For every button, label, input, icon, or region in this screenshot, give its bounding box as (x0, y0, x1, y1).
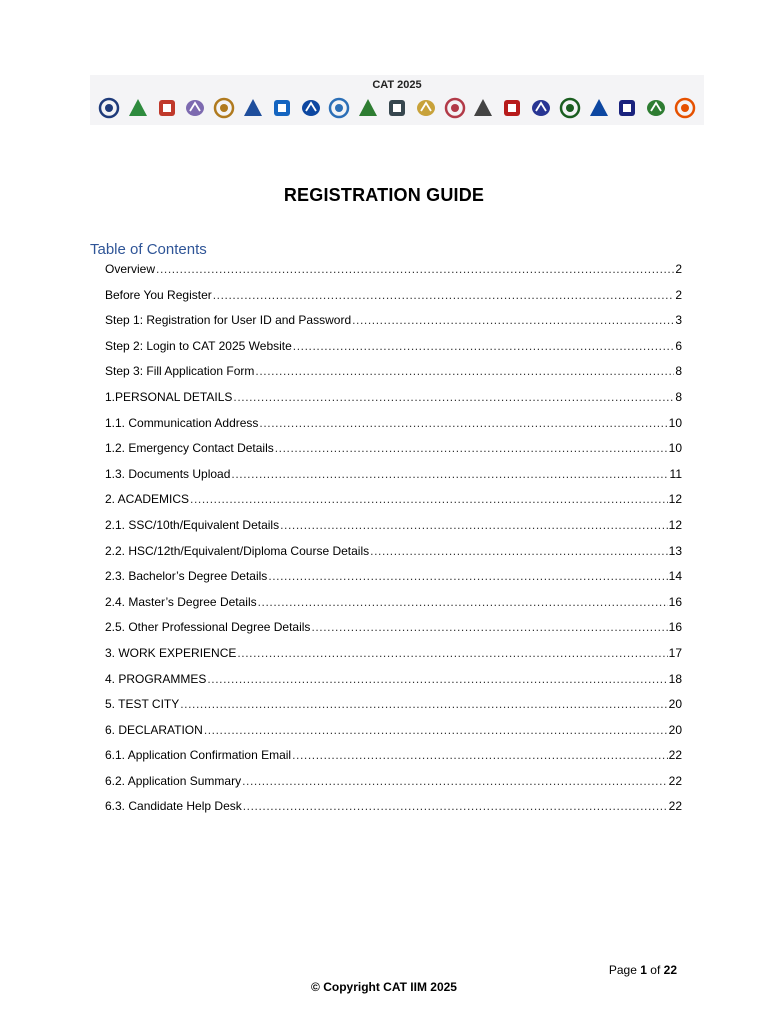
iim-shillong-logo (559, 97, 581, 119)
toc-entry-page: 17 (668, 645, 682, 660)
toc-entry-title: 1.1. Communication Address (105, 415, 259, 430)
toc-dot-leader (156, 262, 674, 276)
toc-entry[interactable] (105, 288, 682, 314)
toc-entry-page: 22 (668, 748, 682, 763)
toc-entry-page: 22 (668, 799, 682, 814)
toc-dot-leader (370, 544, 668, 558)
toc-entry-title: 1.2. Emergency Contact Details (105, 441, 274, 456)
toc-entry-title: 6.1. Application Confirmation Email (105, 748, 292, 763)
toc-entry[interactable] (105, 723, 682, 749)
toc-dot-leader (180, 697, 667, 711)
iim-sambalpur-logo (530, 97, 552, 119)
toc-dot-leader (237, 646, 667, 660)
toc-entry-title: 3. WORK EXPERIENCE (105, 645, 237, 660)
toc-entry-title: 5. TEST CITY (105, 697, 180, 712)
page-total: 22 (663, 963, 677, 977)
toc-entry-page: 2 (675, 287, 682, 302)
toc-entry[interactable] (105, 569, 682, 595)
toc-entry[interactable] (105, 748, 682, 774)
toc-entry-title: 2. ACADEMICS (105, 492, 190, 507)
toc-entry[interactable] (105, 595, 682, 621)
toc-entry-title: Overview (105, 262, 156, 276)
banner-title: CAT 2025 (372, 79, 422, 91)
toc-entry[interactable] (105, 646, 682, 672)
iim-bangalore-logo (156, 97, 178, 119)
toc-dot-leader (258, 595, 668, 609)
toc-entry-title: Step 3: Fill Application Form (105, 364, 255, 379)
toc-entry[interactable] (105, 416, 682, 442)
toc-entry-title: 6.3. Candidate Help Desk (105, 799, 242, 814)
toc-entry[interactable] (105, 262, 682, 288)
toc-entry-page: 16 (668, 594, 682, 609)
toc-dot-leader (207, 672, 667, 686)
page-current: 1 (640, 963, 647, 977)
toc-entry-page: 14 (668, 569, 682, 584)
toc-entry-title: 2.3. Bachelor’s Degree Details (105, 569, 268, 584)
toc-dot-leader (292, 748, 668, 762)
toc-entry[interactable] (105, 518, 682, 544)
toc-dot-leader (275, 441, 668, 455)
institute-logo-row (98, 94, 696, 122)
toc-entry-title: Step 1: Registration for User ID and Password (105, 313, 352, 328)
toc-dot-leader (311, 620, 667, 634)
toc-entry[interactable] (105, 339, 682, 365)
toc-entry-page: 18 (668, 671, 682, 686)
toc-entry-title: 2.1. SSC/10th/Equivalent Details (105, 517, 280, 532)
iim-visakhapatnam-logo (674, 97, 696, 119)
toc-entry-page: 22 (668, 773, 682, 788)
toc-entry-page: 12 (668, 492, 682, 507)
toc-entry-page: 12 (668, 517, 682, 532)
toc-entry-page: 6 (675, 338, 682, 353)
iim-amritsar-logo (127, 97, 149, 119)
toc-entry-page: 8 (675, 364, 682, 379)
toc-entry-page: 20 (668, 722, 682, 737)
header-banner (90, 75, 704, 125)
toc-entry-title: Before You Register (105, 287, 212, 302)
toc-entry-page: 11 (669, 466, 682, 481)
page-number (609, 963, 677, 977)
toc-entry[interactable] (105, 544, 682, 570)
toc-dot-leader (233, 390, 674, 404)
toc-entry-title: 2.5. Other Professional Degree Details (105, 620, 311, 635)
toc-entry-page: 3 (675, 313, 682, 328)
toc-dot-leader (204, 723, 668, 737)
toc-heading: Table of Contents (90, 241, 207, 258)
toc-entry-title: 6.2. Application Summary (105, 773, 242, 788)
toc-dot-leader (268, 569, 667, 583)
iim-calcutta-logo (213, 97, 235, 119)
iim-ahmedabad-logo (98, 97, 120, 119)
toc-entry-title: 6. DECLARATION (105, 722, 203, 737)
toc-dot-leader (259, 416, 667, 430)
toc-entry-page: 2 (675, 262, 682, 276)
toc-entry-page: 13 (668, 543, 682, 558)
toc-dot-leader (293, 339, 675, 353)
toc-dot-leader (242, 774, 668, 788)
iim-bodh-gaya-logo (184, 97, 206, 119)
toc-dot-leader (255, 364, 674, 378)
iim-lucknow-logo (357, 97, 379, 119)
toc-entry-title: 4. PROGRAMMES (105, 671, 207, 686)
toc-dot-leader (280, 518, 668, 532)
toc-entry[interactable] (105, 492, 682, 518)
toc-entry[interactable] (105, 672, 682, 698)
toc-entry[interactable] (105, 467, 682, 493)
toc-entry-title: 2.2. HSC/12th/Equivalent/Diploma Course Details (105, 543, 370, 558)
toc-entry-page: 20 (668, 697, 682, 712)
toc-dot-leader (243, 799, 668, 813)
iim-raipur-logo (444, 97, 466, 119)
toc-dot-leader (190, 492, 668, 506)
toc-entry[interactable] (105, 799, 682, 825)
iim-nagpur-logo (415, 97, 437, 119)
iim-kozhikode-logo (328, 97, 350, 119)
toc-entry[interactable] (105, 441, 682, 467)
toc-dot-leader (352, 313, 674, 327)
toc-entry-title: 1.3. Documents Upload (105, 466, 231, 481)
toc-entry[interactable] (105, 364, 682, 390)
iim-kashipur-logo (300, 97, 322, 119)
toc-entry[interactable] (105, 620, 682, 646)
table-of-contents (105, 262, 682, 825)
iim-udaipur-logo (645, 97, 667, 119)
toc-dot-leader (231, 467, 668, 481)
page-of: of (650, 963, 661, 977)
iim-indore-logo (242, 97, 264, 119)
iim-jammu-logo (271, 97, 293, 119)
toc-entry[interactable] (105, 313, 682, 339)
page-prefix: Page (608, 963, 637, 977)
toc-entry[interactable] (105, 390, 682, 416)
toc-entry-page: 10 (668, 441, 682, 456)
document-title: REGISTRATION GUIDE (283, 185, 485, 205)
iim-rohtak-logo (501, 97, 523, 119)
toc-entry-title: 2.4. Master’s Degree Details (105, 594, 257, 609)
toc-entry-page: 10 (668, 415, 682, 430)
toc-entry[interactable] (105, 697, 682, 723)
toc-entry-title: Step 2: Login to CAT 2025 Website (105, 338, 292, 353)
toc-dot-leader (213, 288, 675, 302)
toc-entry-page: 8 (675, 389, 682, 404)
iim-mumbai-logo (386, 97, 408, 119)
iim-sirmaur-logo (588, 97, 610, 119)
iim-tiruchirappalli-logo (616, 97, 638, 119)
iim-ranchi-logo (472, 97, 494, 119)
toc-entry-title: 1.PERSONAL DETAILS (105, 389, 233, 404)
toc-entry-page: 16 (668, 620, 682, 635)
toc-entry[interactable] (105, 774, 682, 800)
copyright-notice: © Copyright CAT IIM 2025 (311, 980, 457, 994)
